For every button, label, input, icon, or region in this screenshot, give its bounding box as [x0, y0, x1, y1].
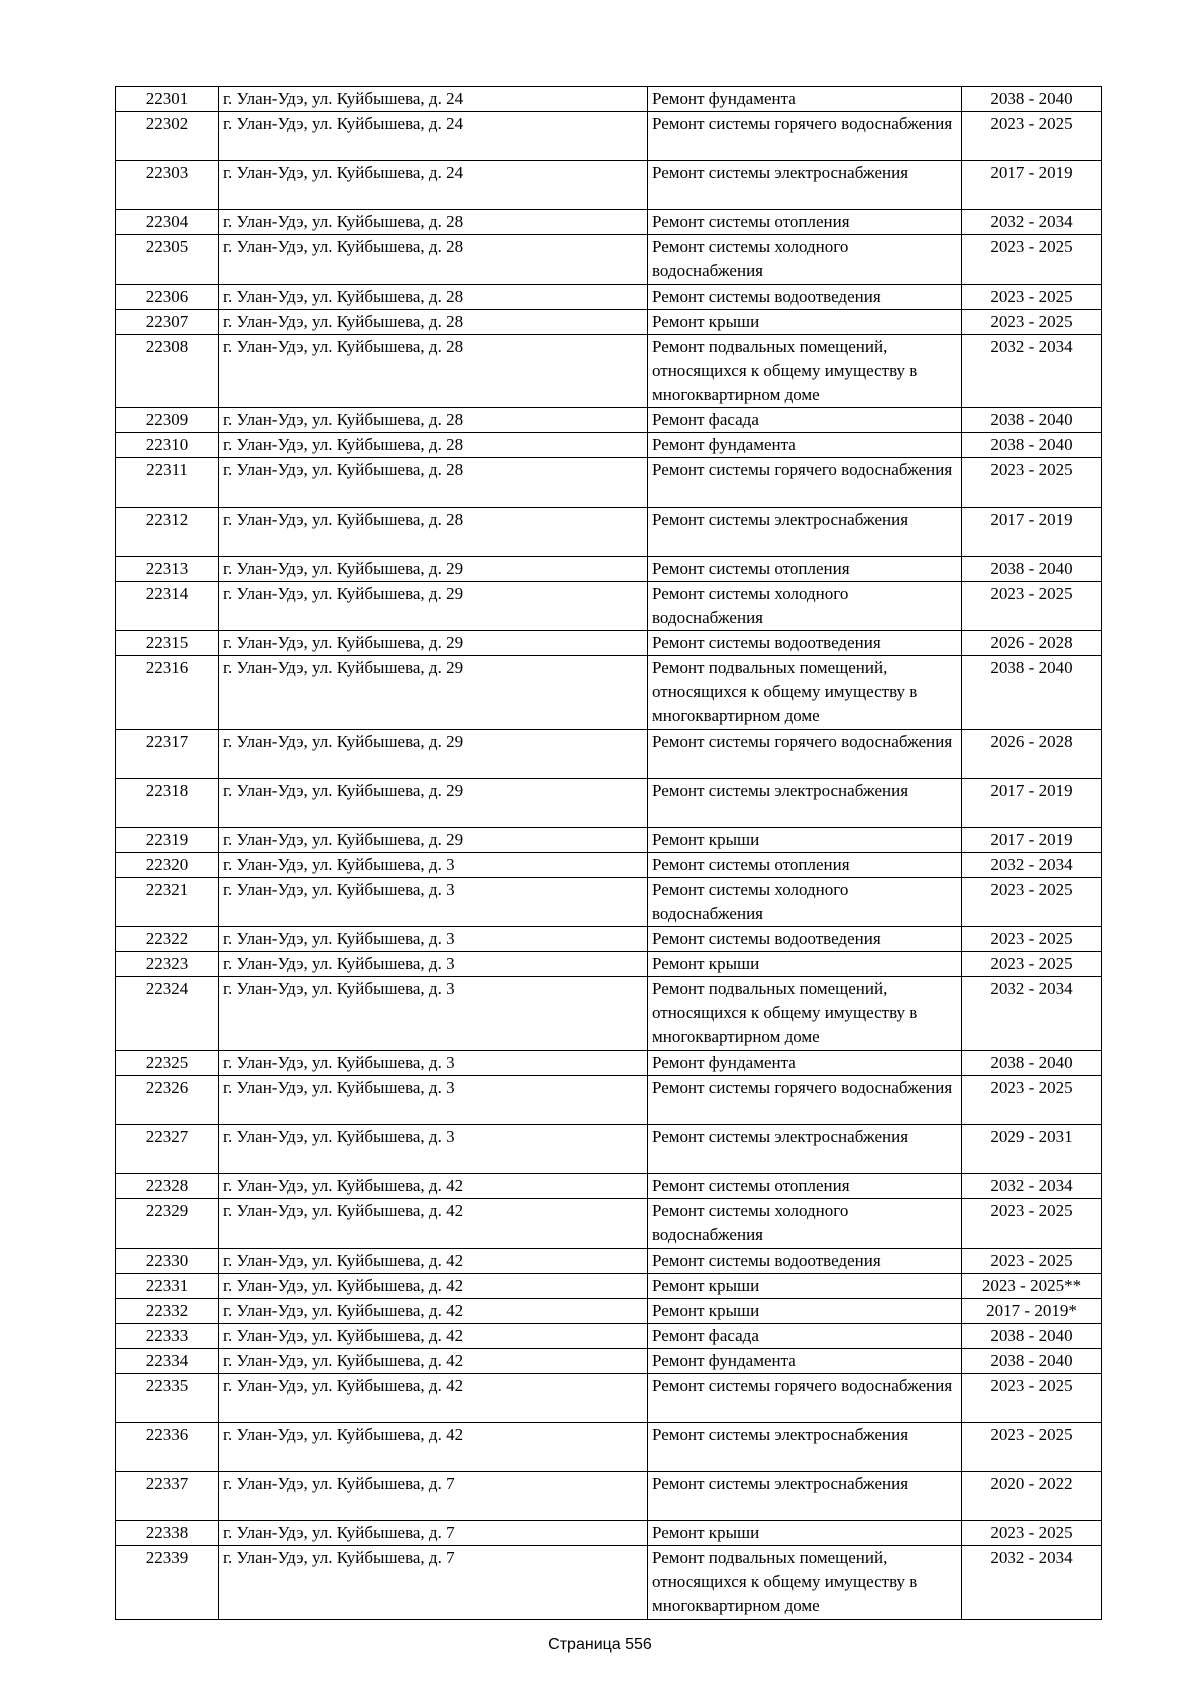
row-number: 22323 — [116, 952, 219, 977]
row-address: г. Улан-Удэ, ул. Куйбышева, д. 42 — [219, 1273, 648, 1298]
row-period: 2023 - 2025 — [962, 927, 1102, 952]
table-row — [116, 1422, 1102, 1471]
table-row — [116, 630, 1102, 655]
table-row — [116, 458, 1102, 507]
row-address: г. Улан-Удэ, ул. Куйбышева, д. 29 — [219, 630, 648, 655]
row-period: 2023 - 2025 — [962, 1199, 1102, 1248]
row-period: 2026 - 2028 — [962, 729, 1102, 778]
row-work-type: Ремонт системы холодного водоснабжения — [648, 878, 962, 927]
row-work-type: Ремонт системы электроснабжения — [648, 161, 962, 210]
row-address: г. Улан-Удэ, ул. Куйбышева, д. 3 — [219, 977, 648, 1051]
row-address: г. Улан-Удэ, ул. Куйбышева, д. 3 — [219, 1051, 648, 1076]
row-period: 2032 - 2034 — [962, 210, 1102, 235]
table-row — [116, 778, 1102, 827]
row-number: 22301 — [116, 87, 219, 112]
table-row — [116, 284, 1102, 309]
row-work-type: Ремонт системы отопления — [648, 210, 962, 235]
row-period: 2029 - 2031 — [962, 1125, 1102, 1174]
row-number: 22334 — [116, 1348, 219, 1373]
row-work-type: Ремонт крыши — [648, 1298, 962, 1323]
row-work-type: Ремонт системы электроснабжения — [648, 507, 962, 556]
table-row — [116, 1273, 1102, 1298]
table-row — [116, 309, 1102, 334]
row-work-type: Ремонт системы отопления — [648, 556, 962, 581]
row-number: 22331 — [116, 1273, 219, 1298]
row-number: 22305 — [116, 235, 219, 284]
row-period: 2023 - 2025 — [962, 952, 1102, 977]
row-period: 2038 - 2040 — [962, 408, 1102, 433]
row-address: г. Улан-Удэ, ул. Куйбышева, д. 7 — [219, 1546, 648, 1620]
table-row — [116, 507, 1102, 556]
row-period: 2023 - 2025 — [962, 1521, 1102, 1546]
row-address: г. Улан-Удэ, ул. Куйбышева, д. 28 — [219, 334, 648, 408]
row-number: 22303 — [116, 161, 219, 210]
row-address: г. Улан-Удэ, ул. Куйбышева, д. 29 — [219, 581, 648, 630]
row-period: 2023 - 2025 — [962, 235, 1102, 284]
table-row — [116, 1298, 1102, 1323]
row-period: 2032 - 2034 — [962, 334, 1102, 408]
page-number: Страница 556 — [548, 1636, 652, 1653]
row-number: 22332 — [116, 1298, 219, 1323]
row-number: 22327 — [116, 1125, 219, 1174]
row-number: 22310 — [116, 433, 219, 458]
row-address: г. Улан-Удэ, ул. Куйбышева, д. 42 — [219, 1348, 648, 1373]
row-number: 22321 — [116, 878, 219, 927]
row-work-type: Ремонт системы горячего водоснабжения — [648, 458, 962, 507]
row-number: 22322 — [116, 927, 219, 952]
row-period: 2038 - 2040 — [962, 1348, 1102, 1373]
row-work-type: Ремонт системы горячего водоснабжения — [648, 112, 962, 161]
row-period: 2032 - 2034 — [962, 1174, 1102, 1199]
table-row — [116, 210, 1102, 235]
row-address: г. Улан-Удэ, ул. Куйбышева, д. 7 — [219, 1521, 648, 1546]
row-number: 22329 — [116, 1199, 219, 1248]
row-address: г. Улан-Удэ, ул. Куйбышева, д. 3 — [219, 1125, 648, 1174]
row-address: г. Улан-Удэ, ул. Куйбышева, д. 3 — [219, 952, 648, 977]
row-number: 22314 — [116, 581, 219, 630]
row-period: 2038 - 2040 — [962, 1051, 1102, 1076]
row-work-type: Ремонт крыши — [648, 828, 962, 853]
row-number: 22335 — [116, 1373, 219, 1422]
row-work-type: Ремонт фундамента — [648, 87, 962, 112]
row-work-type: Ремонт крыши — [648, 1273, 962, 1298]
row-work-type: Ремонт системы холодного водоснабжения — [648, 235, 962, 284]
repair-schedule-table — [115, 86, 1102, 1620]
table-row — [116, 1174, 1102, 1199]
row-work-type: Ремонт подвальных помещений, относящихся к общему имуществу в многоквартирном доме — [648, 655, 962, 729]
table-row — [116, 1373, 1102, 1422]
row-address: г. Улан-Удэ, ул. Куйбышева, д. 42 — [219, 1174, 648, 1199]
row-work-type: Ремонт системы отопления — [648, 853, 962, 878]
row-work-type: Ремонт системы водоотведения — [648, 630, 962, 655]
row-period: 2038 - 2040 — [962, 655, 1102, 729]
row-address: г. Улан-Удэ, ул. Куйбышева, д. 28 — [219, 309, 648, 334]
row-period: 2023 - 2025 — [962, 1076, 1102, 1125]
table-row — [116, 655, 1102, 729]
row-number: 22311 — [116, 458, 219, 507]
row-address: г. Улан-Удэ, ул. Куйбышева, д. 42 — [219, 1373, 648, 1422]
row-number: 22319 — [116, 828, 219, 853]
table-row — [116, 161, 1102, 210]
row-number: 22304 — [116, 210, 219, 235]
row-period: 2023 - 2025 — [962, 1248, 1102, 1273]
row-work-type: Ремонт системы горячего водоснабжения — [648, 1373, 962, 1422]
row-period: 2032 - 2034 — [962, 977, 1102, 1051]
row-number: 22339 — [116, 1546, 219, 1620]
row-number: 22325 — [116, 1051, 219, 1076]
row-period: 2023 - 2025 — [962, 1373, 1102, 1422]
row-number: 22324 — [116, 977, 219, 1051]
row-address: г. Улан-Удэ, ул. Куйбышева, д. 3 — [219, 853, 648, 878]
row-number: 22316 — [116, 655, 219, 729]
table-row — [116, 1051, 1102, 1076]
table-row — [116, 556, 1102, 581]
table-row — [116, 1323, 1102, 1348]
table-row — [116, 1248, 1102, 1273]
row-work-type: Ремонт системы горячего водоснабжения — [648, 1076, 962, 1125]
row-period: 2017 - 2019 — [962, 507, 1102, 556]
row-number: 22317 — [116, 729, 219, 778]
row-period: 2023 - 2025** — [962, 1273, 1102, 1298]
row-period: 2017 - 2019* — [962, 1298, 1102, 1323]
row-work-type: Ремонт системы холодного водоснабжения — [648, 581, 962, 630]
row-address: г. Улан-Удэ, ул. Куйбышева, д. 3 — [219, 878, 648, 927]
table-row — [116, 1076, 1102, 1125]
row-period: 2023 - 2025 — [962, 284, 1102, 309]
row-address: г. Улан-Удэ, ул. Куйбышева, д. 24 — [219, 112, 648, 161]
row-period: 2017 - 2019 — [962, 828, 1102, 853]
row-work-type: Ремонт системы водоотведения — [648, 284, 962, 309]
table-row — [116, 1472, 1102, 1521]
row-work-type: Ремонт системы водоотведения — [648, 927, 962, 952]
row-work-type: Ремонт крыши — [648, 1521, 962, 1546]
row-period: 2032 - 2034 — [962, 1546, 1102, 1620]
row-work-type: Ремонт системы отопления — [648, 1174, 962, 1199]
row-number: 22326 — [116, 1076, 219, 1125]
row-address: г. Улан-Удэ, ул. Куйбышева, д. 7 — [219, 1472, 648, 1521]
row-address: г. Улан-Удэ, ул. Куйбышева, д. 42 — [219, 1248, 648, 1273]
table-row — [116, 235, 1102, 284]
row-number: 22302 — [116, 112, 219, 161]
row-address: г. Улан-Удэ, ул. Куйбышева, д. 29 — [219, 778, 648, 827]
table-row — [116, 433, 1102, 458]
table-body — [116, 87, 1102, 1620]
row-address: г. Улан-Удэ, ул. Куйбышева, д. 42 — [219, 1298, 648, 1323]
row-work-type: Ремонт подвальных помещений, относящихся к общему имуществу в многоквартирном доме — [648, 977, 962, 1051]
row-period: 2023 - 2025 — [962, 581, 1102, 630]
row-work-type: Ремонт фундамента — [648, 433, 962, 458]
table-row — [116, 1348, 1102, 1373]
row-work-type: Ремонт системы электроснабжения — [648, 1472, 962, 1521]
row-address: г. Улан-Удэ, ул. Куйбышева, д. 28 — [219, 507, 648, 556]
table-row — [116, 408, 1102, 433]
row-period: 2023 - 2025 — [962, 878, 1102, 927]
row-work-type: Ремонт системы электроснабжения — [648, 1125, 962, 1174]
row-number: 22313 — [116, 556, 219, 581]
row-number: 22308 — [116, 334, 219, 408]
row-period: 2020 - 2022 — [962, 1472, 1102, 1521]
row-work-type: Ремонт подвальных помещений, относящихся к общему имуществу в многоквартирном доме — [648, 334, 962, 408]
row-work-type: Ремонт фундамента — [648, 1348, 962, 1373]
table-row — [116, 952, 1102, 977]
row-number: 22338 — [116, 1521, 219, 1546]
row-work-type: Ремонт крыши — [648, 309, 962, 334]
row-period: 2023 - 2025 — [962, 112, 1102, 161]
table-row — [116, 334, 1102, 408]
row-number: 22315 — [116, 630, 219, 655]
table-row — [116, 112, 1102, 161]
row-period: 2038 - 2040 — [962, 433, 1102, 458]
row-number: 22330 — [116, 1248, 219, 1273]
row-period: 2026 - 2028 — [962, 630, 1102, 655]
row-number: 22336 — [116, 1422, 219, 1471]
row-work-type: Ремонт системы горячего водоснабжения — [648, 729, 962, 778]
row-period: 2023 - 2025 — [962, 1422, 1102, 1471]
row-address: г. Улан-Удэ, ул. Куйбышева, д. 28 — [219, 433, 648, 458]
table-row — [116, 1199, 1102, 1248]
row-work-type: Ремонт системы электроснабжения — [648, 778, 962, 827]
row-work-type: Ремонт системы электроснабжения — [648, 1422, 962, 1471]
table-row — [116, 581, 1102, 630]
table-row — [116, 977, 1102, 1051]
row-work-type: Ремонт крыши — [648, 952, 962, 977]
row-address: г. Улан-Удэ, ул. Куйбышева, д. 28 — [219, 210, 648, 235]
row-period: 2023 - 2025 — [962, 309, 1102, 334]
row-work-type: Ремонт фундамента — [648, 1051, 962, 1076]
row-number: 22328 — [116, 1174, 219, 1199]
row-address: г. Улан-Удэ, ул. Куйбышева, д. 3 — [219, 1076, 648, 1125]
row-work-type: Ремонт фасада — [648, 408, 962, 433]
row-address: г. Улан-Удэ, ул. Куйбышева, д. 28 — [219, 284, 648, 309]
table-row — [116, 927, 1102, 952]
row-number: 22333 — [116, 1323, 219, 1348]
table-row — [116, 729, 1102, 778]
row-address: г. Улан-Удэ, ул. Куйбышева, д. 42 — [219, 1323, 648, 1348]
row-period: 2038 - 2040 — [962, 1323, 1102, 1348]
row-period: 2017 - 2019 — [962, 778, 1102, 827]
table-row — [116, 1125, 1102, 1174]
row-number: 22318 — [116, 778, 219, 827]
row-work-type: Ремонт системы холодного водоснабжения — [648, 1199, 962, 1248]
row-number: 22337 — [116, 1472, 219, 1521]
table-row — [116, 828, 1102, 853]
row-address: г. Улан-Удэ, ул. Куйбышева, д. 28 — [219, 235, 648, 284]
row-number: 22312 — [116, 507, 219, 556]
row-address: г. Улан-Удэ, ул. Куйбышева, д. 29 — [219, 828, 648, 853]
row-period: 2017 - 2019 — [962, 161, 1102, 210]
row-address: г. Улан-Удэ, ул. Куйбышева, д. 29 — [219, 556, 648, 581]
row-address: г. Улан-Удэ, ул. Куйбышева, д. 42 — [219, 1422, 648, 1471]
row-number: 22309 — [116, 408, 219, 433]
row-period: 2038 - 2040 — [962, 87, 1102, 112]
row-number: 22306 — [116, 284, 219, 309]
row-period: 2023 - 2025 — [962, 458, 1102, 507]
row-period: 2038 - 2040 — [962, 556, 1102, 581]
table-row — [116, 878, 1102, 927]
row-address: г. Улан-Удэ, ул. Куйбышева, д. 24 — [219, 161, 648, 210]
row-work-type: Ремонт фасада — [648, 1323, 962, 1348]
row-address: г. Улан-Удэ, ул. Куйбышева, д. 28 — [219, 408, 648, 433]
table-row — [116, 1521, 1102, 1546]
row-work-type: Ремонт системы водоотведения — [648, 1248, 962, 1273]
table-row — [116, 853, 1102, 878]
row-work-type: Ремонт подвальных помещений, относящихся к общему имуществу в многоквартирном доме — [648, 1546, 962, 1620]
row-address: г. Улан-Удэ, ул. Куйбышева, д. 28 — [219, 458, 648, 507]
row-address: г. Улан-Удэ, ул. Куйбышева, д. 3 — [219, 927, 648, 952]
row-period: 2032 - 2034 — [962, 853, 1102, 878]
table-row — [116, 87, 1102, 112]
row-address: г. Улан-Удэ, ул. Куйбышева, д. 42 — [219, 1199, 648, 1248]
row-number: 22307 — [116, 309, 219, 334]
row-address: г. Улан-Удэ, ул. Куйбышева, д. 24 — [219, 87, 648, 112]
row-address: г. Улан-Удэ, ул. Куйбышева, д. 29 — [219, 729, 648, 778]
table-row — [116, 1546, 1102, 1620]
row-address: г. Улан-Удэ, ул. Куйбышева, д. 29 — [219, 655, 648, 729]
row-number: 22320 — [116, 853, 219, 878]
